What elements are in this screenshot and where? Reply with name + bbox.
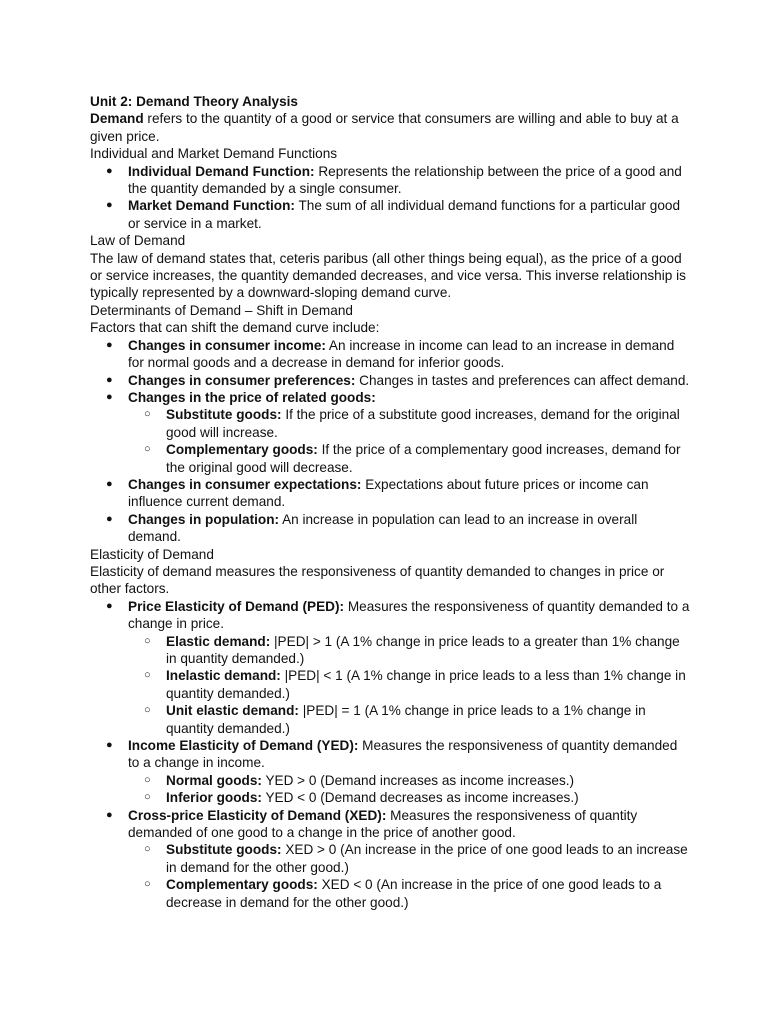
item-text: If the price of a substitute good increases, demand for the original good will increase.: [166, 407, 680, 440]
item-text: The sum of all individual demand functions for a particular good or service in a market.: [128, 198, 681, 231]
elasticity-heading: Elasticity of Demand: [90, 546, 214, 562]
item-text: Represents the relationship between the price of a good and the quantity demanded by a single consumer.: [128, 163, 682, 197]
law-paragraph: The law of demand states that, ceteris paribus (all other things being equal), as the price of a good or service increases, the quantity demanded decreases, and vice versa. This inverse relationship is typically represented by a downward-sloping demand curve.: [90, 250, 686, 301]
list-item: [128, 337, 690, 372]
determinants-intro: Factors that can shift the demand curve include:: [90, 320, 380, 336]
intro-term: Demand: [90, 111, 144, 127]
item-text: YED > 0 (Demand increases as income increases.): [261, 772, 575, 788]
law-heading: Law of Demand: [90, 233, 186, 249]
item-text: |PED| < 1 (A 1% change in price leads to a less than 1% change in quantity demanded.): [166, 668, 686, 701]
item-term: Changes in consumer income:: [128, 337, 326, 353]
item-term: Income Elasticity of Demand (YED):: [128, 738, 359, 754]
list-item: [128, 598, 690, 737]
item-text: YED < 0 (Demand decreases as income increases.): [261, 790, 579, 806]
list-item: [128, 163, 690, 198]
item-term: Elastic demand:: [166, 633, 271, 649]
item-term: Individual Demand Function:: [128, 163, 315, 179]
list-item: [128, 372, 690, 389]
item-term: Changes in population:: [128, 511, 280, 527]
item-text: Measures the responsiveness of quantity demanded to a change in price.: [128, 598, 690, 632]
list-item: [128, 389, 690, 476]
sublist-item: [166, 772, 690, 789]
item-text: Expectations about future prices or income can influence current demand.: [128, 476, 649, 510]
list-item: [128, 807, 690, 911]
item-text: An increase in income can lead to an increase in demand for normal goods and a decrease in demand for inferior goods.: [128, 337, 675, 371]
determinants-heading: Determinants of Demand – Shift in Demand: [90, 302, 353, 318]
item-term: Changes in the price of related goods:: [128, 389, 376, 405]
item-term: Complementary goods:: [166, 877, 318, 893]
sublist-item: [166, 876, 690, 911]
intro-paragraph: [90, 110, 690, 145]
item-term: Substitute goods:: [166, 407, 282, 423]
item-term: Inferior goods:: [166, 790, 262, 806]
list-item: [128, 511, 690, 546]
list-item: [128, 476, 690, 511]
item-text: |PED| = 1 (A 1% change in price leads to a 1% change in quantity demanded.): [166, 703, 646, 736]
sublist-item: [166, 789, 690, 806]
item-term: Cross-price Elasticity of Demand (XED):: [128, 807, 387, 823]
list-item: [128, 197, 690, 232]
list-item: [128, 737, 690, 807]
sublist-item: [166, 667, 690, 702]
xed-sublist: [128, 841, 690, 911]
sublist-item: [166, 841, 690, 876]
item-text: Measures the responsiveness of quantity demanded to a change in income.: [128, 738, 678, 771]
item-term: Changes in consumer preferences:: [128, 372, 356, 388]
item-text: XED > 0 (An increase in the price of one good leads to an increase in demand for the other good.): [166, 842, 688, 875]
item-text: If the price of a complementary good increases, demand for the original good will decrease.: [166, 442, 681, 475]
elasticity-intro: Elasticity of demand measures the responsiveness of quantity demanded to changes in price or other factors.: [90, 563, 665, 597]
document-page: [90, 93, 690, 911]
determinants-list: [90, 337, 690, 546]
functions-list: [90, 163, 690, 233]
functions-heading: Individual and Market Demand Functions: [90, 146, 338, 162]
sublist-item: [166, 441, 690, 476]
item-text: Measures the responsiveness of quantity demanded of one good to a change in the price of another good.: [128, 807, 638, 841]
ped-sublist: [128, 633, 690, 737]
sublist-item: [166, 702, 690, 737]
item-term: Substitute goods:: [166, 842, 282, 858]
item-text: An increase in population can lead to an increase in overall demand.: [128, 511, 638, 545]
sublist-item: [166, 633, 690, 668]
related-goods-sublist: [128, 406, 690, 476]
sublist-item: [166, 406, 690, 441]
page-title: Unit 2: Demand Theory Analysis: [90, 94, 298, 109]
intro-text: refers to the quantity of a good or service that consumers are willing and able to buy at a given price.: [90, 111, 679, 144]
item-text: |PED| > 1 (A 1% change in price leads to a greater than 1% change in quantity demanded.): [166, 633, 680, 666]
item-term: Changes in consumer expectations:: [128, 476, 362, 492]
item-term: Price Elasticity of Demand (PED):: [128, 598, 345, 614]
item-term: Unit elastic demand:: [166, 703, 299, 719]
item-term: Normal goods:: [166, 772, 262, 788]
item-text: XED < 0 (An increase in the price of one good leads to a decrease in demand for the other good.): [166, 877, 662, 910]
item-term: Complementary goods:: [166, 442, 318, 458]
yed-sublist: [128, 772, 690, 807]
item-text: Changes in tastes and preferences can affect demand.: [355, 372, 690, 388]
item-term: Inelastic demand:: [166, 668, 281, 684]
item-term: Market Demand Function:: [128, 198, 295, 214]
elasticity-list: [90, 598, 690, 911]
